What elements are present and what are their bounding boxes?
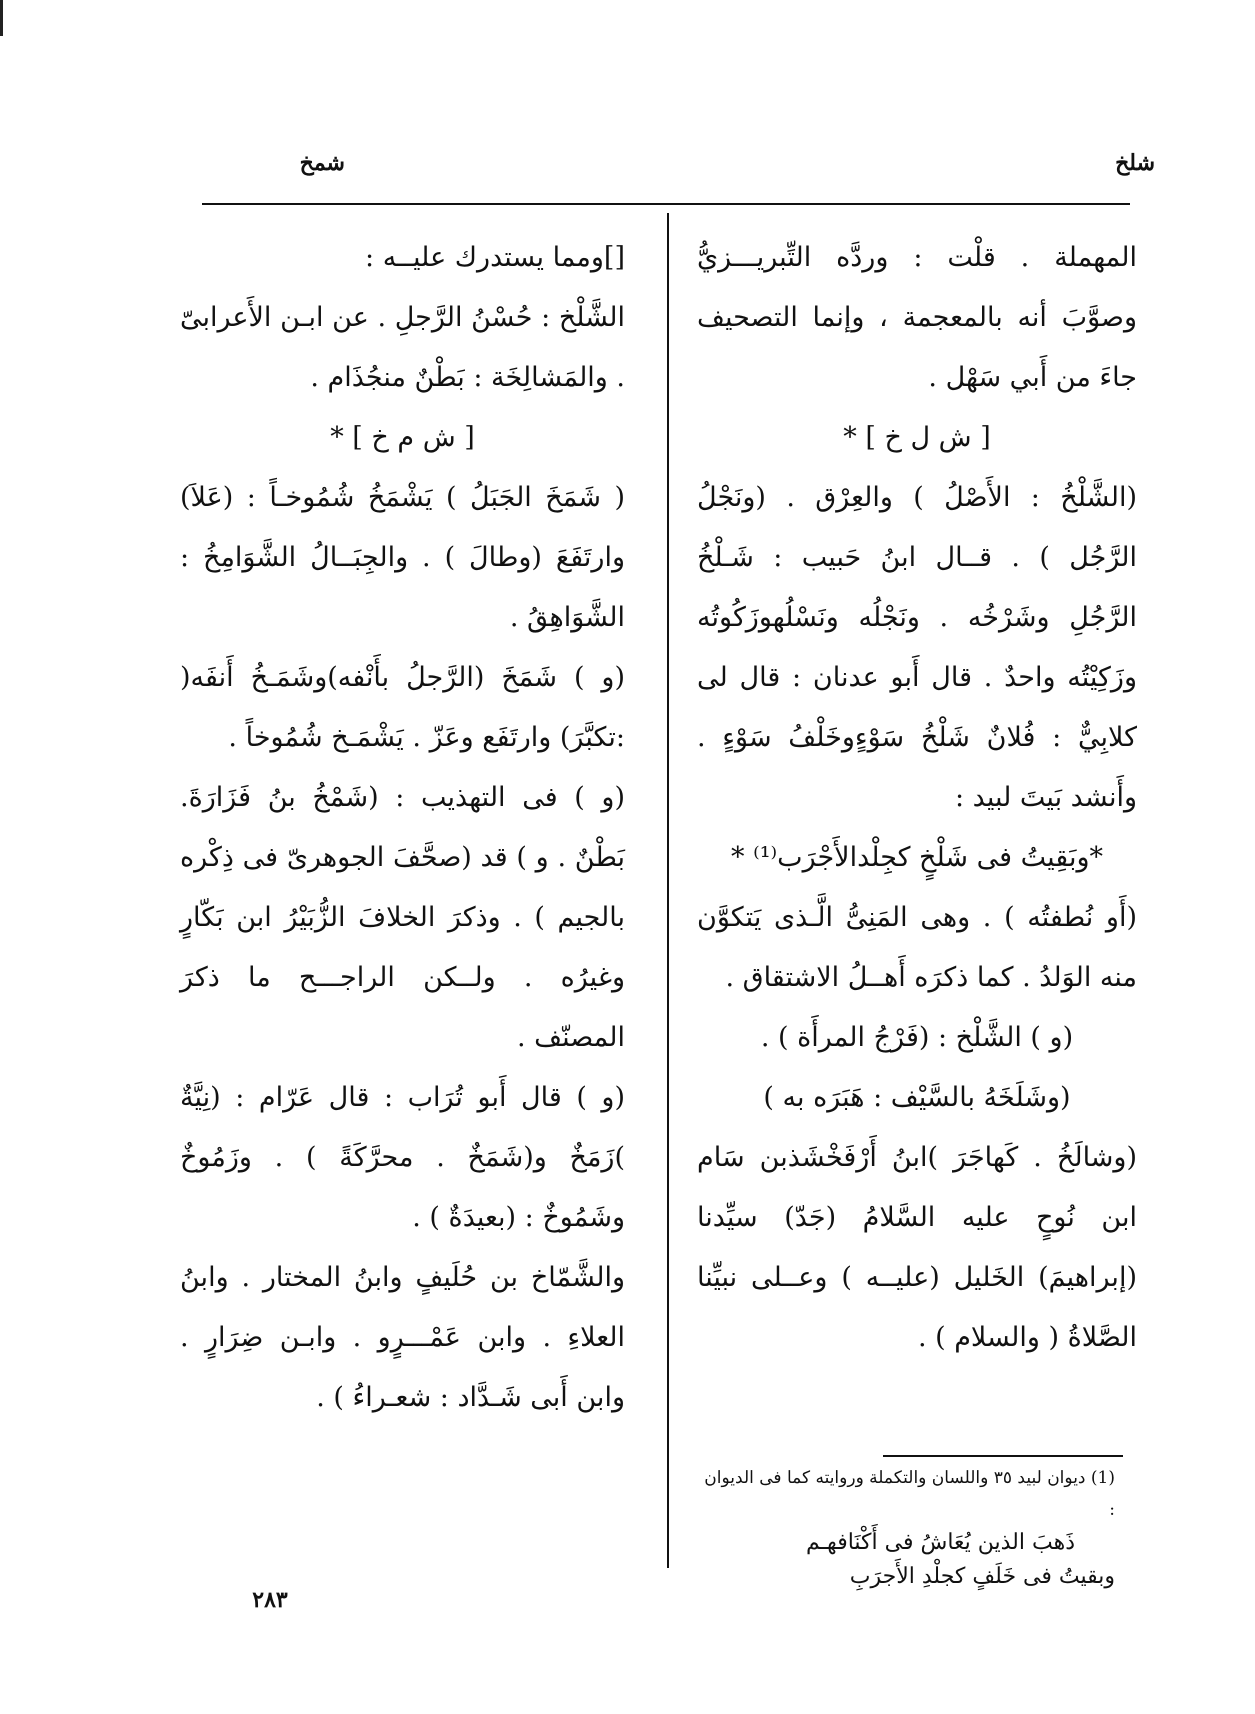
page-number: ٢٨٣ xyxy=(252,1587,288,1613)
footnote-rule xyxy=(883,1455,1123,1457)
paragraph: (وشَلَخَهُ بالسَّيْف : هَبَرَه به ) xyxy=(763,1082,1071,1113)
entry-heading: [ ش ل خ ] * xyxy=(843,422,991,453)
header-entry-word-right: شلخ xyxy=(1115,150,1155,176)
paragraph: (وشالَخُ . كَهاجَرَ )ابنُ أَرْفَخْشَذبن سَام ابن نُوحٍ عليه السَّلامُ (جَدّ) سيِّدنا (إبراهيمَ) الخَليل (عليــه ) وعــلى نبيِّنا الصَّلاةُ ( والسلام ) . xyxy=(697,1142,1137,1353)
paragraph: المهملة . قلْت : وردَّه التِّبريـــزيُّ وصوَّبَ أنه بالمعجمة ، وإنما التصحيف جاءَ من أَبي سَهْل . xyxy=(697,242,1137,393)
footnote-lead: (1) ديوان لبيد ٣٥ واللسان والتكملة وروايته كما فى الديوان : xyxy=(704,1468,1115,1520)
paragraph: (و ) فى التهذيب : (شَمْخُ بنُ فَزَارَةَ. بَطْنٌ . و ) قد (صحَّفَ الجوهرىّ فى ذِكْره بالجيم ) . وذكرَ الخلافَ الزُّبَيْرُ ابن بَكّارٍ وغيرُه . ولــكن الراجـــح ما ذكرَ المصنّف . xyxy=(180,782,625,1053)
paragraph: (أَو نُطفتُه ) . وهى المَنِىُّ الَّـذى يَتكوَّن منه الوَلدُ . كما ذكرَه أَهــلُ الاشتقاق . xyxy=(697,902,1137,993)
paragraph: ( شَمَخَ الجَبَلُ ) يَشْمَخُ شُمُوخـاً : (عَلاَ) وارتَفَعَ (وطالَ ) . والجِبَــالُ الشَّوَامِخُ : الشَّوَاهِقُ . xyxy=(180,482,625,633)
footnote xyxy=(695,1462,1115,1594)
paragraph: []ومما يستدرك عليــه : xyxy=(365,242,625,273)
left-column xyxy=(180,228,625,1428)
entry-heading: [ ش م خ ] * xyxy=(330,422,475,453)
paragraph: (و ) الشَّلْخ : (فَرْجُ المرأَة ) . xyxy=(760,1022,1074,1053)
paragraph: (و ) شَمَخَ (الرَّجلُ بأَنْفه)وشَمَـخُ أَنفَه( :تكبَّرَ) وارتَفَع وعَزّ . يَشْمَـخ شُمُوخاً . xyxy=(180,662,625,753)
header-entry-word-left: شمخ xyxy=(299,150,345,176)
right-column xyxy=(697,228,1137,1368)
scan-edge-mark xyxy=(0,0,3,36)
paragraph: والشَّمّاخ بن حُلَيفٍ وابنُ المختار . وابنُ العلاءِ . وابن عَمْـــرٍو . وابـن ضِرَارٍ . وابن أَبى شَـدَّاد : شعـراءُ ) . xyxy=(180,1262,625,1413)
paragraph: (الشَّلْخُ : الأَصْلُ ) والعِرْق . (ونَجْلُ الرَّجُل ) . قــال ابنُ حَبيب : شَـلْخُ الرَّجُلِ وشَرْخُه . ونَجْلُه ونَسْلُهوزَكُوتُه وزَكِيْتُه واحدٌ . قال أَبو عدنان : قال لى كلابِيٌّ : فُلانٌ شَلْخُ سَوْءٍوخَلْفُ سَوْءٍ . وأَنشد بَيتَ لبيد : xyxy=(697,482,1137,813)
footnote-verse-1: ذَهبَ الذين يُعَاشُ فى أَكْنَافهـم xyxy=(805,1530,1075,1555)
verse-line: *وبَقِيتُ فى شَلْخٍ كجِلْدالأَجْرَب⁽¹⁾ * xyxy=(731,842,1103,873)
header-rule xyxy=(202,203,1130,205)
paragraph: الشَّلْخ : حُسْنُ الرَّجلِ . عن ابـن الأَعرابىّ . والمَشالِخَة : بَطْنٌ منجُذَام . xyxy=(180,302,625,393)
footnote-verse-2: وبقيتُ فى خَلَفٍ كجلْدِ الأَجرَبِ xyxy=(849,1564,1115,1589)
column-divider xyxy=(667,213,669,1568)
paragraph: (و ) قال أَبو تُرَاب : قال عَرّام : (نِيَّةٌ )زَمَخٌ و(شَمَخٌ . محرَّكَةً ) . وزَمُوخٌ وشَمُوخٌ : (بعيدَةٌ ) . xyxy=(180,1082,625,1233)
